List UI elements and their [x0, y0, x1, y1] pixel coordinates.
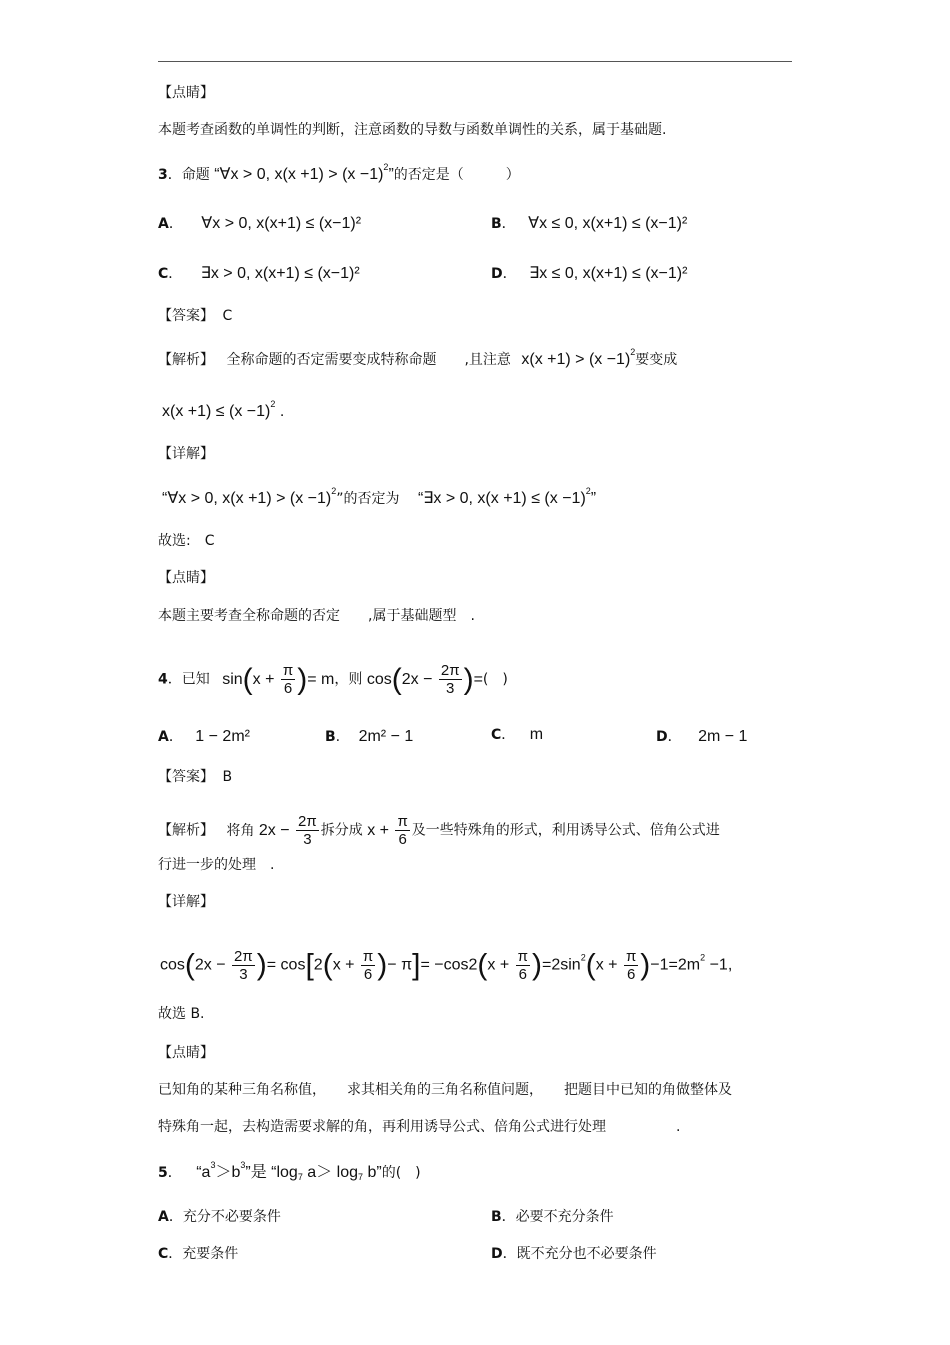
option-d[interactable]: D． 2m − 1 — [656, 728, 748, 745]
option-d[interactable]: D． ∃x ≤ 0, x(x+1) ≤ (x−1)² — [491, 265, 688, 282]
dianjing-label: 【点睛】 — [158, 570, 214, 586]
math-expression: “∃x > 0, $x(x +1) \le (x -1)^2$” — [417, 486, 597, 507]
math-expression: “∀x > 0, $x(x +1) > (x -1)^2$ — [162, 486, 337, 507]
math-expression: “$a^3>b^3$”是 “$\log_7$ $a> \log_7 b$” — [196, 1160, 382, 1182]
math-expression: $x(x +1) > (x -1)^2$ — [521, 347, 636, 368]
dianjing-label: 【点睛】 — [158, 85, 214, 101]
detail-line: “∀x > 0, $x(x +1) > (x -1)^2$”的否定为 “∃x > 0, $x(x +1) \le (x -1)^2$” — [162, 486, 597, 507]
option-b[interactable]: B． ∀x ≤ 0, x(x+1) ≤ (x−1)² — [491, 215, 688, 232]
question-5-stem: 5． “$a^3>b^3$”是 “$\log_7$ $a> \log_7 b$”的( ) — [158, 1160, 421, 1182]
answer-line: 【答案】 C — [158, 308, 233, 324]
answer-value: B — [222, 769, 233, 785]
option-b[interactable]: B．必要不充分条件 — [491, 1209, 614, 1225]
conclusion: 故选 B. — [158, 1006, 205, 1022]
option-c[interactable]: C． m — [491, 726, 544, 743]
question-number: 4 — [158, 671, 168, 688]
option-b[interactable]: B. 2m² − 1 — [325, 728, 414, 745]
dianjing-label: 【点睛】 — [158, 1045, 214, 1061]
question-4-stem: 4．已知 sin(x + $\frac{\pi}{6}$ )= m，则 cos(2x − $\frac{2\pi}{3}$ )=( ) — [158, 662, 508, 697]
math-expression: “∀x > 0, $x(x +1) > (x -1)^2$” — [214, 162, 394, 183]
math-expression: cos(2x − $\frac{2\pi}{3}$ )= — [366, 662, 483, 697]
option-a[interactable]: A．充分不必要条件 — [158, 1209, 281, 1225]
detail-label: 【详解】 — [158, 894, 214, 910]
analysis-line: 【解析】 将角 2x − $\frac{2\pi}{3}$ 拆分成 x + $\frac{\pi}{6}$ 及一些特殊角的形式，利用诱导公式、倍角公式进 — [158, 813, 720, 848]
math-expression: sin(x + $\frac{\pi}{6}$ )= m — [222, 662, 335, 697]
option-d[interactable]: D．既不充分也不必要条件 — [491, 1246, 657, 1262]
option-a[interactable]: A． ∀x > 0, x(x+1) ≤ (x−1)² — [158, 215, 362, 232]
top-rule — [158, 61, 792, 62]
question-3-stem: 3．命题 “∀x > 0, $x(x +1) > (x -1)^2$”的否定是（ ） — [158, 162, 520, 183]
math-expression: $x(x +1) \le (x -1)^2$ . — [162, 399, 285, 420]
dianjing-text: 已知角的某种三角名称值， 求其相关角的三角名称值问题， 把题目中已知的角做整体及 — [158, 1082, 732, 1098]
answer-line: 【答案】 B — [158, 769, 233, 785]
detail-equation: cos(2x − $\frac{2\pi}{3}$ )= cos[2(x + $\frac{\pi}{6}$ )− π]= −cos2(x + $\frac{\pi}{6}$ )$=2\sin^2(x$ + $\frac{\pi}{6}$ )$-1=2m^2 -1$, — [160, 948, 733, 983]
math-expression: x + $\frac{\pi}{6}$ — [367, 813, 408, 848]
analysis-line-2: 行进一步的处理 . — [158, 857, 275, 873]
dianjing-text: 本题主要考查全称命题的否定 ,属于基础题型 . — [158, 608, 475, 624]
option-c[interactable]: C．充要条件 — [158, 1246, 239, 1262]
answer-value: C — [222, 308, 233, 324]
dianjing-text: 本题考查函数的单调性的判断，注意函数的导数与函数单调性的关系，属于基础题. — [158, 122, 667, 138]
option-a[interactable]: A． 1 − 2m² — [158, 728, 250, 745]
math-expression: 2x − $\frac{2\pi}{3}$ — [258, 813, 317, 848]
conclusion: 故选: C — [158, 533, 215, 549]
detail-label: 【详解】 — [158, 446, 214, 462]
dianjing-text-2: 特殊角一起，去构造需要求解的角，再利用诱导公式、倍角公式进行处理 . — [158, 1119, 681, 1135]
question-number: 3 — [158, 167, 168, 183]
question-number: 5 — [158, 1165, 168, 1181]
analysis-line: 【解析】 全称命题的否定需要变成特称命题 ,且注意 $x(x +1) > (x -1)^2$要变成 — [158, 347, 678, 368]
option-c[interactable]: C． ∃x > 0, x(x+1) ≤ (x−1)² — [158, 265, 360, 282]
analysis-line-2 — [162, 399, 285, 422]
